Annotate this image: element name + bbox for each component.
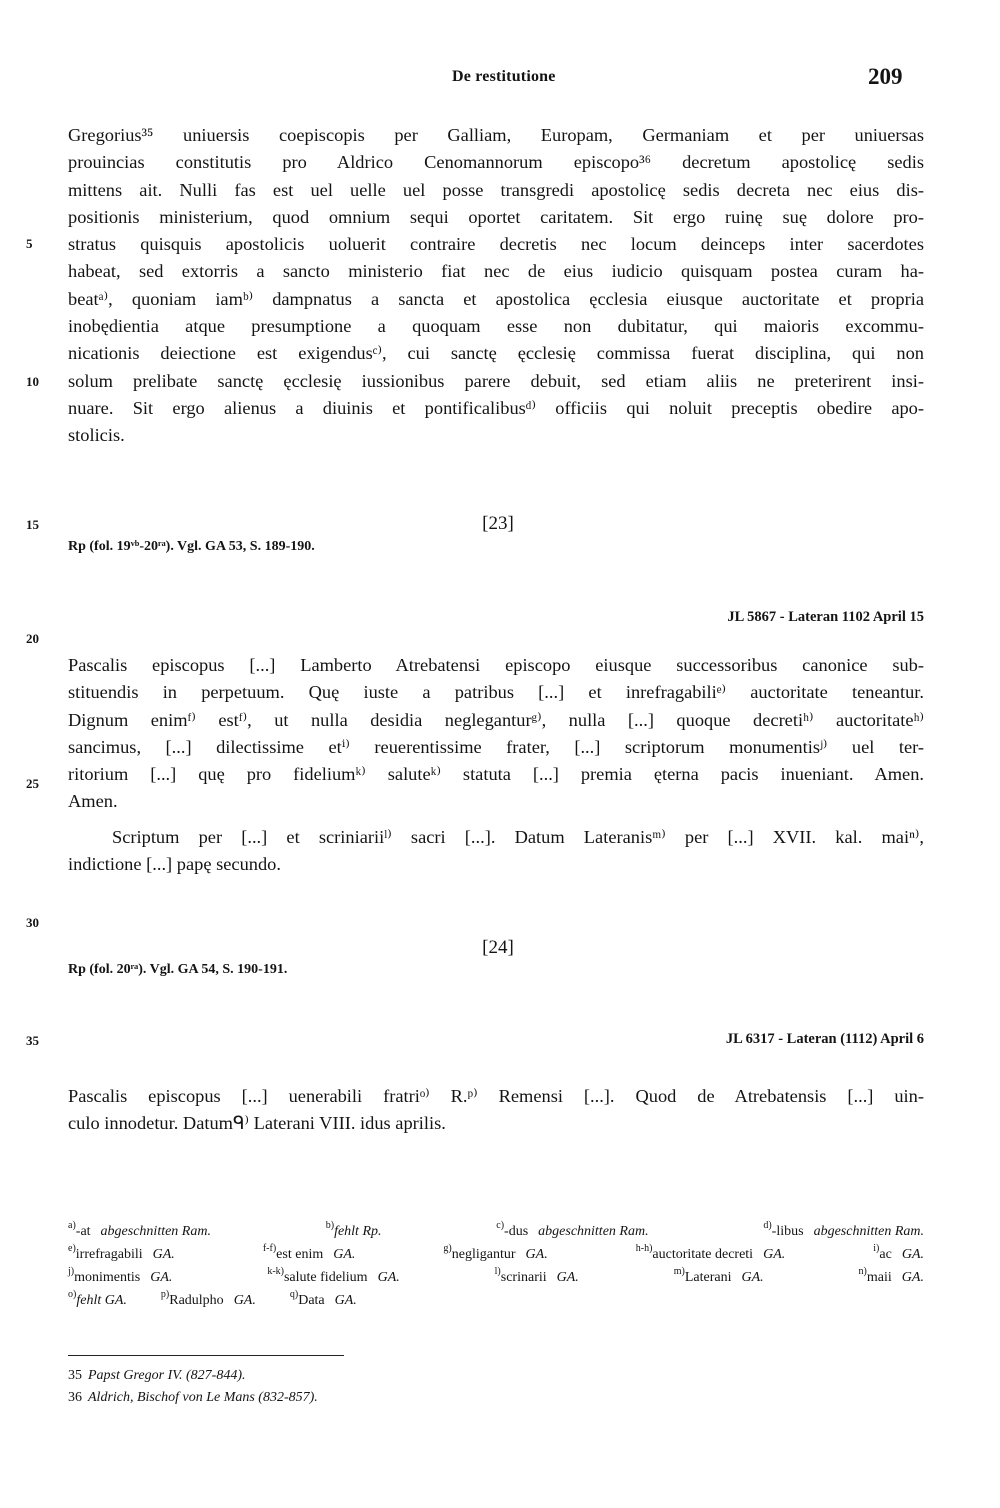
apparatus-mark: b) — [325, 1220, 335, 1231]
apparatus-note: GA. — [525, 1247, 548, 1262]
apparatus-entry — [763, 1220, 924, 1243]
text-line: stolicis. — [68, 425, 125, 446]
apparatus-mark: g) — [443, 1243, 452, 1254]
text-line: stituendis in perpetuum. Quę iuste a patribus [...] et inrefragabiliᵉ⁾ auctoritate teneantur. — [68, 682, 924, 703]
apparatus-note: abgeschnitten Ram. — [100, 1224, 211, 1239]
apparatus-mark: l) — [494, 1266, 501, 1277]
apparatus-entry — [290, 1289, 357, 1312]
apparatus-note: GA. — [333, 1247, 356, 1262]
apparatus-mark: f-f) — [262, 1243, 277, 1254]
text-line: nuare. Sit ergo alienus a diuinis et pontificalibusᵈ⁾ officiis qui noluit preceptis obedire apo- — [68, 397, 924, 418]
apparatus-lemma: Radulpho — [169, 1293, 224, 1308]
text-line: prouincias constitutis pro Aldrico Cenomannorum episcopo³⁶ decretum apostolicę sedis — [68, 152, 924, 173]
document-text-24 — [68, 1083, 924, 1138]
line-number: 35 — [26, 1033, 39, 1048]
apparatus-mark: a) — [68, 1220, 76, 1231]
apparatus-note: abgeschnitten Ram. — [538, 1224, 649, 1239]
apparatus-row — [68, 1289, 924, 1312]
text-line: indictione [...] papę secundo. — [68, 854, 281, 875]
footnote-number: 35 — [68, 1368, 82, 1383]
apparatus-mark: p) — [160, 1289, 170, 1300]
apparatus-lemma: scrinarii — [500, 1270, 547, 1285]
apparatus-entry — [267, 1266, 399, 1289]
line-number: 10 — [26, 374, 39, 389]
apparatus-note: fehlt Rp. — [334, 1224, 382, 1239]
document-number-24: [24] — [482, 937, 514, 958]
jl-regest-24: JL 6317 - Lateran (1112) April 6 — [725, 1031, 924, 1047]
apparatus-entry — [873, 1243, 924, 1266]
apparatus-entry — [68, 1289, 127, 1312]
apparatus-row — [68, 1266, 924, 1289]
document-datum-23 — [68, 824, 924, 879]
text-line: nicationis deiectione est exigendusᶜ⁾, cui sanctę ęcclesię commissa fuerat disciplina, qui non — [68, 343, 924, 364]
apparatus-mark: m) — [673, 1266, 685, 1277]
apparatus-mark: d) — [763, 1220, 772, 1231]
footnote — [68, 1390, 768, 1406]
main-paragraph — [68, 122, 924, 450]
apparatus-entry — [496, 1220, 648, 1243]
text-line: Dignum enimᶠ⁾ estᶠ⁾, ut nulla desidia negleganturᵍ⁾, nulla [...] quoque decretiʰ⁾ auctoritateʰ⁾ — [68, 709, 924, 730]
apparatus-row — [68, 1220, 924, 1243]
apparatus-mark: k-k) — [267, 1266, 284, 1277]
apparatus-mark: o) — [68, 1289, 77, 1300]
apparatus-note: GA. — [901, 1247, 924, 1262]
apparatus-lemma: -at — [75, 1224, 91, 1239]
line-number: 20 — [26, 631, 39, 646]
footnotes — [68, 1368, 768, 1412]
apparatus-note: GA. — [150, 1270, 173, 1285]
apparatus-entry — [636, 1243, 786, 1266]
text-line: Pascalis episcopus [...] uenerabili fratriᵒ⁾ R.ᵖ⁾ Remensi [...]. Quod de Atrebatensis [...] uin- — [68, 1086, 924, 1106]
apparatus-lemma: monimentis — [74, 1270, 141, 1285]
apparatus-lemma: maii — [866, 1270, 892, 1285]
apparatus-note: GA. — [741, 1270, 764, 1285]
apparatus-entry — [68, 1243, 175, 1266]
text-line: Scriptum per [...] et scriniariiˡ⁾ sacri [...]. Datum Lateranisᵐ⁾ per [...] XVII. kal. maiⁿ⁾, — [112, 827, 924, 847]
running-title: De restitutione — [452, 68, 556, 85]
line-number: 30 — [26, 915, 39, 930]
apparatus-entry — [326, 1220, 382, 1243]
apparatus-note: GA. — [377, 1270, 400, 1285]
apparatus-entry — [859, 1266, 924, 1289]
text-line: ritorium [...] quę pro fideliumᵏ⁾ saluteᵏ⁾ statuta [...] premia ęterna pacis inueniant. Amen. — [68, 764, 924, 785]
apparatus-lemma: -dus — [504, 1224, 529, 1239]
apparatus-entry — [68, 1220, 211, 1243]
apparatus-row — [68, 1243, 924, 1266]
apparatus-mark: j) — [68, 1266, 75, 1277]
text-line: inobędientia atque presumptione a quoquam esse non dubitatur, qui maioris excommu- — [68, 316, 924, 337]
jl-regest-23: JL 5867 - Lateran 1102 April 15 — [727, 609, 924, 625]
apparatus-lemma: Laterani — [684, 1270, 732, 1285]
document-text-23 — [68, 652, 924, 816]
text-line: stratus quisquis apostolicis uoluerit contraire decretis nec locum deinceps inter sacerdotes — [68, 234, 924, 255]
apparatus-entry — [443, 1243, 547, 1266]
text-line: mittens ait. Nulli fas est uel uelle uel posse transgredi apostolicę sedis decreta nec eius dis- — [68, 179, 924, 200]
apparatus-mark: q) — [289, 1289, 299, 1300]
footnote-number: 36 — [68, 1390, 82, 1405]
apparatus-lemma: salute fidelium — [283, 1270, 368, 1285]
footnote-rule — [68, 1355, 344, 1356]
apparatus-lemma: ac — [879, 1247, 892, 1262]
text-line: habeat, sed extorris a sancto ministerio fiat nec de eius iudicio quisquam postea curam ha- — [68, 261, 924, 282]
line-number: 5 — [26, 236, 33, 251]
apparatus-entry — [674, 1266, 764, 1289]
apparatus-mark: c) — [496, 1220, 505, 1231]
apparatus-mark: i) — [873, 1243, 880, 1254]
apparatus-lemma: auctoritate decreti — [652, 1247, 754, 1262]
running-header — [0, 64, 1000, 94]
text-line: sancimus, [...] dilectissime etⁱ⁾ reuerentissime frater, [...] scriptorum monumentisʲ⁾ uel ter- — [68, 736, 924, 757]
footnote-text: Papst Gregor IV. (827-844). — [88, 1368, 246, 1383]
text-line: Pascalis episcopus [...] Lamberto Atrebatensi episcopo eiusque successoribus canonice sub- — [68, 655, 924, 675]
apparatus-note: GA. — [763, 1247, 786, 1262]
source-note-23: Rp (fol. 19ᵛᵇ-20ʳᵃ). Vgl. GA 53, S. 189-190. — [68, 539, 315, 554]
apparatus-note: GA. — [233, 1293, 256, 1308]
document-number-23: [23] — [482, 513, 514, 534]
line-number: 15 — [26, 517, 39, 532]
apparatus-lemma: est enim — [276, 1247, 324, 1262]
apparatus-entry — [68, 1266, 172, 1289]
apparatus-note: abgeschnitten Ram. — [813, 1224, 924, 1239]
apparatus-mark: h-h) — [635, 1243, 653, 1254]
apparatus-entry — [161, 1289, 256, 1312]
text-line: Gregorius³⁵ uniuersis coepiscopis per Galliam, Europam, Germaniam et per uniuersas — [68, 125, 924, 145]
apparatus-lemma: -libus — [771, 1224, 804, 1239]
text-line: culo innodetur. Datumᑫ⁾ Laterani VIII. idus aprilis. — [68, 1113, 446, 1134]
apparatus-note: GA. — [901, 1270, 924, 1285]
apparatus-note: GA. — [334, 1293, 357, 1308]
apparatus-lemma: irrefragabili — [75, 1247, 143, 1262]
apparatus-note: GA. — [556, 1270, 579, 1285]
apparatus-mark: e) — [68, 1243, 76, 1254]
text-line: positionis ministerium, quod omnium sequi oportet caritatem. Sit ergo ruinę suę dolore pro- — [68, 206, 924, 227]
footnote-text: Aldrich, Bischof von Le Mans (832-857). — [88, 1390, 318, 1405]
apparatus-entry — [495, 1266, 579, 1289]
footnote — [68, 1368, 768, 1384]
text-line: Amen. — [68, 791, 118, 812]
text-line: beatᵃ⁾, quoniam iamᵇ⁾ dampnatus a sancta et apostolica ęcclesia eiusque auctoritate et propria — [68, 288, 924, 309]
line-number: 25 — [26, 776, 39, 791]
source-note-24: Rp (fol. 20ʳᵃ). Vgl. GA 54, S. 190-191. — [68, 962, 288, 977]
apparatus-mark: n) — [858, 1266, 867, 1277]
apparatus-note: fehlt GA. — [76, 1293, 127, 1308]
text-line: solum prelibate sanctę ęcclesię iussionibus parere debuit, sed etiam aliis ne preterirent insi- — [68, 370, 924, 391]
apparatus-note: GA. — [152, 1247, 175, 1262]
apparatus-lemma: Data — [298, 1293, 325, 1308]
critical-apparatus — [68, 1220, 924, 1312]
apparatus-lemma: negligantur — [451, 1247, 516, 1262]
apparatus-entry — [263, 1243, 356, 1266]
page-number: 209 — [868, 64, 903, 89]
